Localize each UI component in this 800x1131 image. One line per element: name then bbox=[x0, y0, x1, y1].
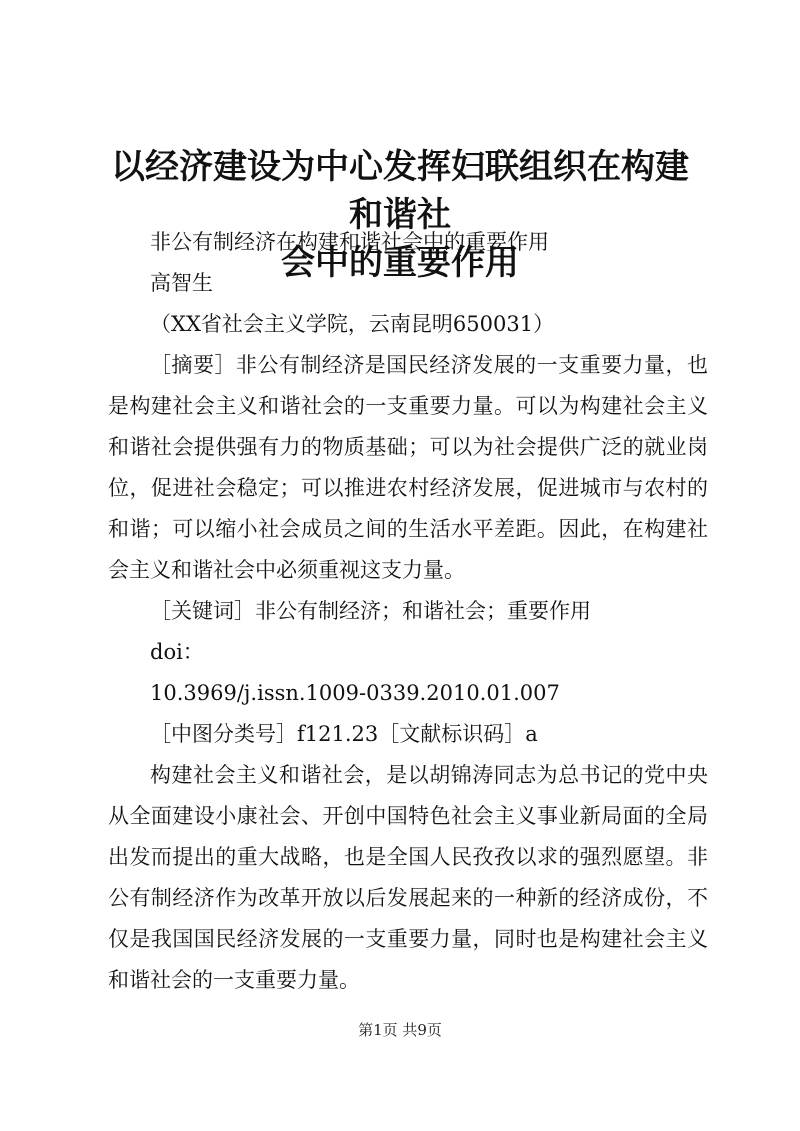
doi-label: doi： bbox=[150, 640, 204, 664]
page-footer: 第1页 共9页 bbox=[358, 1021, 442, 1039]
classification: ［中图分类号］f121.23［文献标识码］a bbox=[150, 722, 538, 746]
keywords: ［关键词］非公有制经济；和谐社会；重要作用 bbox=[150, 599, 591, 623]
author: 高智生 bbox=[150, 271, 213, 295]
title-line-2: 会中的重要作用 bbox=[281, 243, 519, 283]
doi-value: 10.3969/j.issn.1009-0339.2010.01.007 bbox=[150, 681, 560, 705]
title-line-1: 以经济建设为中心发挥妇联组织在构建和谐社 bbox=[111, 147, 689, 235]
affiliation: （XX省社会主义学院，云南昆明650031） bbox=[150, 312, 555, 336]
abstract: ［摘要］非公有制经济是国民经济发展的一支重要力量，也是构建社会主义和谐社会的一支重要力量。可以为构建社会主义和谐社会提供强有力的物质基础；可以为社会提供广泛的就业岗位，促进社会稳定；可以推进农村经济发展，促进城市与农村的和谐；可以缩小社会成员之间的生活水平差距。因此，在构建社会主义和谐社会中必须重视这支力量。 bbox=[108, 353, 708, 582]
subtitle: 非公有制经济在构建和谐社会中的重要作用 bbox=[150, 230, 549, 254]
body-paragraph: 构建社会主义和谐社会，是以胡锦涛同志为总书记的党中央从全面建设小康社会、开创中国特色社会主义事业新局面的全局出发而提出的重大战略，也是全国人民孜孜以求的强烈愿望。非公有制经济作为改革开放以后发展起来的一种新的经济成份，不仅是我国国民经济发展的一支重要力量，同时也是构建社会主义和谐社会的一支重要力量。 bbox=[108, 763, 708, 992]
document-body bbox=[108, 222, 708, 1001]
